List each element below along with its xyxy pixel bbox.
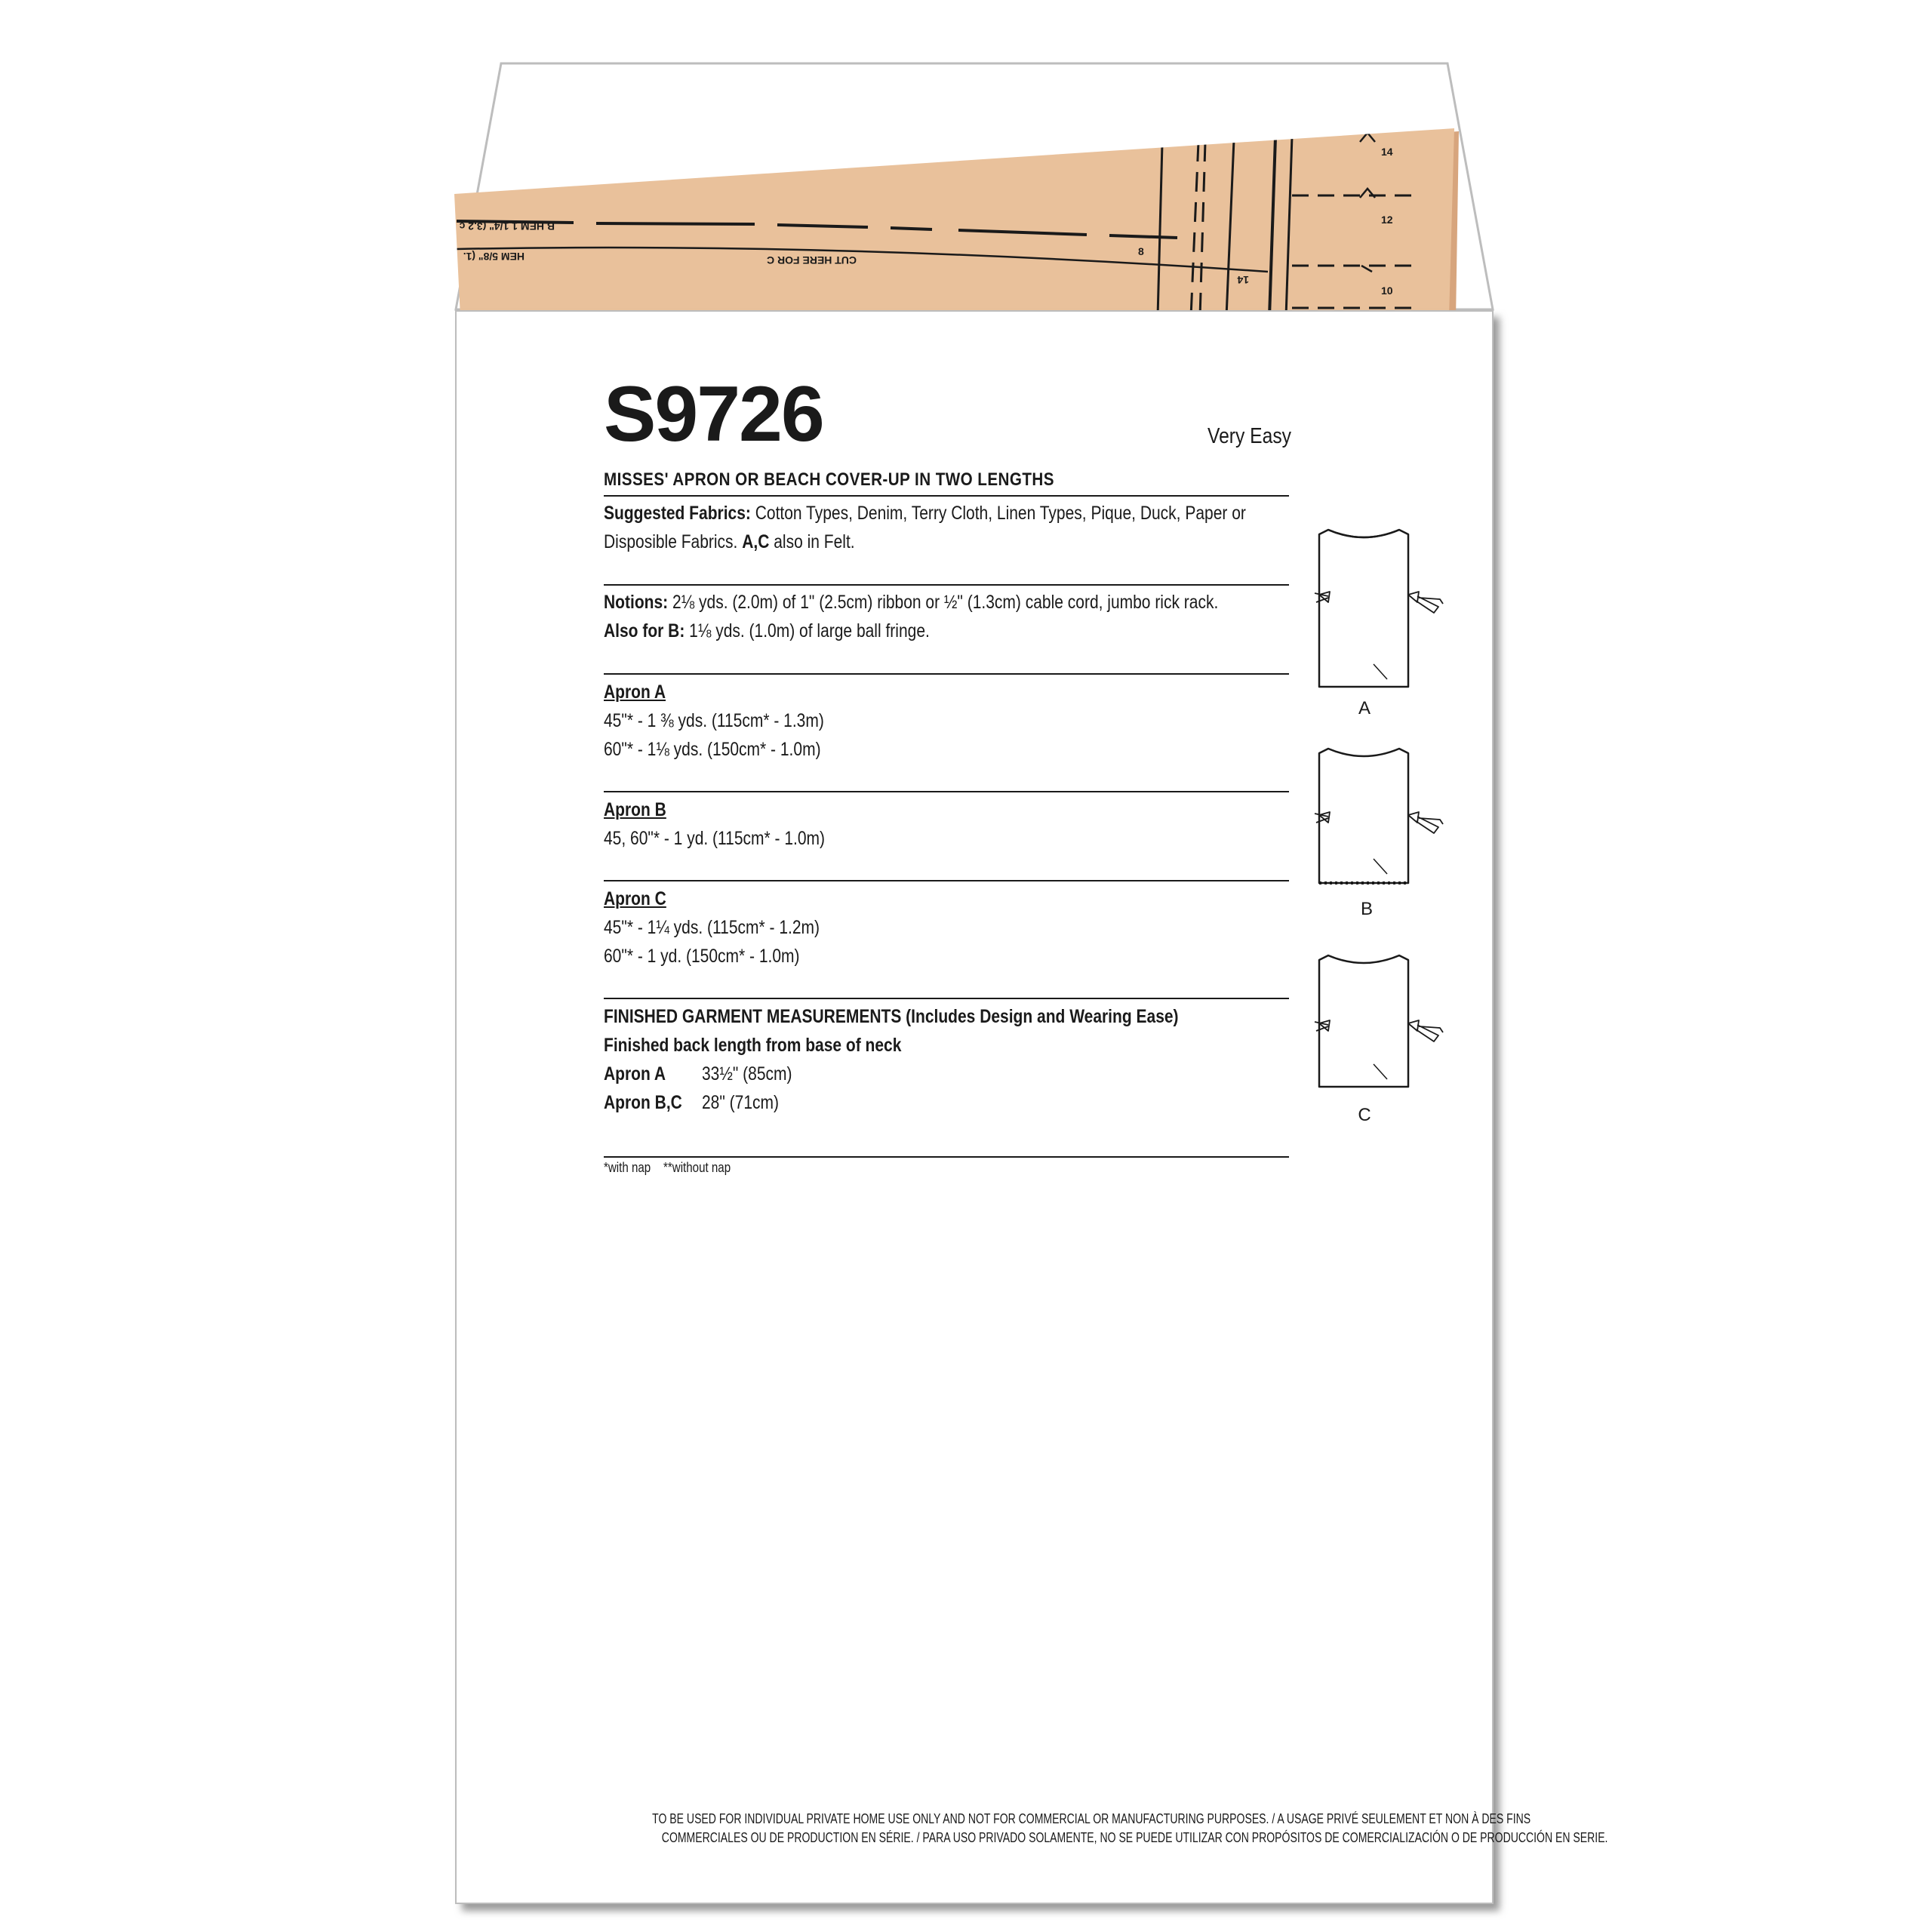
tissue-number-14-rotated: 14 [1237,274,1249,286]
legal-notice-line-2 [528,1830,1608,1846]
pattern-title-text: MISSES' APRON OR BEACH COVER-UP IN TWO LENGTHS [604,469,1054,490]
measurement-row-a-value [702,1063,809,1085]
measurement-value: 33½" (85cm) [702,1063,792,1084]
divider [604,584,1289,586]
fabrics-text-1: Cotton Types, Denim, Terry Cloth, Linen Types, Pique, Duck, Paper or [755,503,1246,524]
apron-a-yardage-60 [604,739,862,761]
divider [604,880,1289,881]
tissue-label-hem: HEM 5/8" (1. [463,251,525,263]
measurement-row-a-label [604,1063,678,1085]
figure-label-c: C [1358,1105,1371,1125]
apron-a-yardage-45 [604,710,866,732]
measurement-value: 28" (71cm) [702,1092,779,1113]
apron-c-heading [604,888,678,910]
measurement-label: Apron B,C [604,1092,682,1113]
legal-notice-text-1: TO BE USED FOR INDIVIDUAL PRIVATE HOME USE ONLY AND NOT FOR COMMERCIAL OR MANUFACTURING PURPOSES. / A USAGE PRIVÉ SEULEMENT ET NON À DES FINS [652,1811,1531,1826]
apron-a-line-2: 60"* - 1⅛ yds. (150cm* - 1.0m) [604,739,821,760]
measurements-heading-text: FINISHED GARMENT MEASUREMENTS (Includes Design and Wearing Ease) [604,1006,1179,1027]
figure-label-a: A [1358,698,1371,718]
legal-notice-text-2: COMMERCIALES OU DE PRODUCTION EN SÉRIE. / PARA USO PRIVADO SOLAMENTE, NO SE PUEDE UTILIZAR CON PROPÓSITOS DE COMERCIALIZACIÓN O DE PRODUCCIÓN EN SERIE. [661,1830,1608,1845]
measurement-row-bc-value [702,1092,793,1114]
apron-c-line-1: 45"* - 1¼ yds. (115cm* - 1.2m) [604,917,820,938]
divider [604,791,1289,792]
apron-b-line-1: 45, 60"* - 1 yd. (115cm* - 1.0m) [604,828,826,849]
fabrics-views: A,C [742,531,770,552]
fabrics-line-1 [604,503,1368,525]
measurements-subheading [604,1035,958,1057]
fabrics-text-2: Disposible Fabrics. [604,531,738,552]
notions-also-text: 1⅛ yds. (1.0m) of large ball fringe. [689,620,930,641]
figure-label-b: B [1360,899,1373,919]
divider [604,673,1289,675]
notions-also-line [604,620,992,642]
apron-c-yardage-60 [604,946,837,968]
tissue-number-10: 10 [1381,285,1393,297]
apron-b-heading-text: Apron B [604,799,666,820]
tissue-number-14: 14 [1381,146,1393,158]
apron-c-line-2: 60"* - 1 yd. (150cm* - 1.0m) [604,946,800,967]
apron-a-heading [604,681,678,703]
divider [604,1156,1289,1158]
tissue-number-8: 8 [1138,245,1144,257]
apron-c-yardage-45 [604,917,860,939]
notions-line [604,592,1335,614]
nap-footnote [604,1160,755,1176]
apron-a-line-1: 45"* - 1 ⅜ yds. (115cm* - 1.3m) [604,710,824,731]
fabrics-line-2 [604,531,903,553]
difficulty-label [1208,424,1306,449]
notions-label: Notions: [604,592,669,613]
pattern-number: S9726 [604,371,823,458]
fabrics-label: Suggested Fabrics: [604,503,751,524]
difficulty-text: Very Easy [1208,424,1291,448]
fabrics-text-3: also in Felt. [774,531,855,552]
pattern-title [604,469,1128,491]
notions-text: 2⅛ yds. (2.0m) of 1" (2.5cm) ribbon or ½" (1.3cm) cable cord, jumbo rick rack. [672,592,1219,613]
tissue-label-hem-b: B HEM 1 1/4" (3.2 c [459,220,555,232]
apron-b-heading [604,799,678,821]
divider [604,998,1289,999]
measurement-label: Apron A [604,1063,666,1084]
measurement-row-bc-label [604,1092,697,1114]
apron-b-yardage [604,828,867,850]
measurements-subheading-text: Finished back length from base of neck [604,1035,902,1056]
nap-footnote-text: *with nap **without nap [604,1160,731,1175]
apron-a-heading-text: Apron A [604,681,666,703]
tissue-number-12: 12 [1381,214,1393,226]
notions-also-label: Also for B: [604,620,685,641]
divider [604,495,1289,497]
measurements-heading [604,1006,1288,1028]
apron-c-heading-text: Apron C [604,888,666,909]
tissue-label-cut-here: CUT HERE FOR C [767,254,857,266]
legal-notice-line-1 [528,1811,1531,1827]
